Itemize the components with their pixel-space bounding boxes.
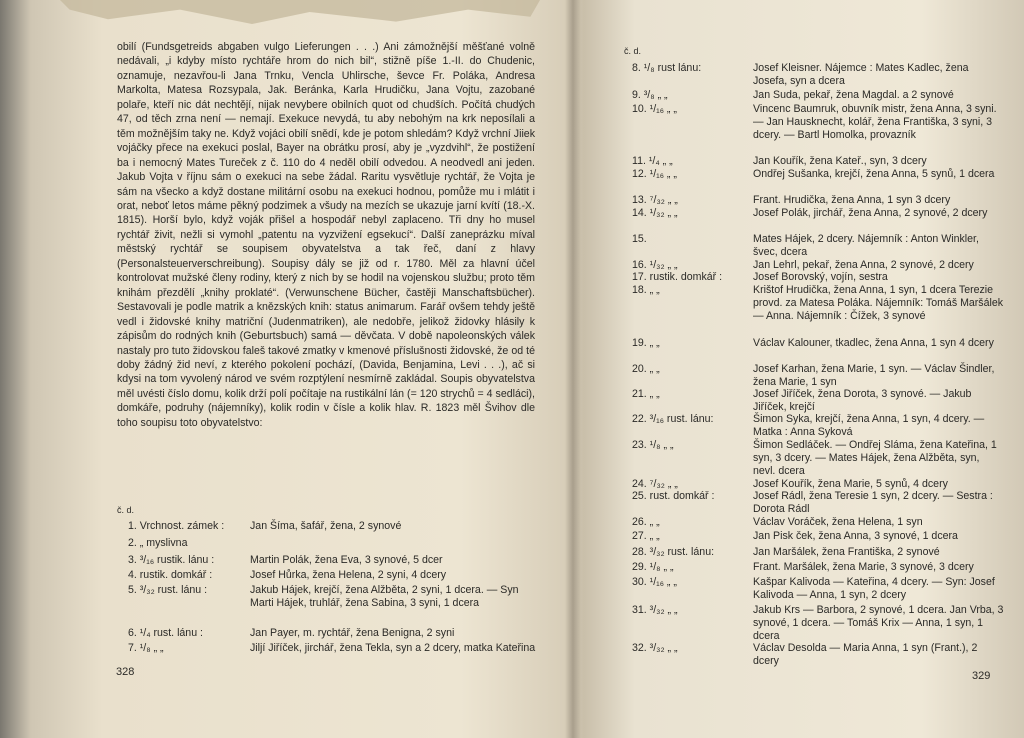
right-entry xyxy=(632,561,1004,575)
right-entry xyxy=(632,388,1004,416)
entry-value: Jiljí Jiříček, jirchář, žena Tekla, syn a 2 dcery, matka Kateřina xyxy=(250,642,536,654)
entry-value: Ondřej Sušanka, krejčí, žena Anna, 5 synů, 1 dcera xyxy=(753,168,995,180)
right-entry xyxy=(632,271,1004,285)
right-entry xyxy=(632,642,1004,670)
left-paragraph: obilí (Fundsgetreids abgaben vulgo Lieferungen . . .) Ani zámožnější měšťané volně nedávali, „i kdyby místo rychtáře hrom do nich bil“, stižně píše 1.-II. do Chudenic, oznamuje, nezavřou-li Jana Trnku, Vencla Uhlirsche, ševce Fr. Poláka, Andresa Markolta, Matesa Rozsypala, Jak. Beránka, Karla Hrudičku, Jana Vojtu, zazobané polaře, kteří nic dát nechtějí, nijak nevybere obilních quot od chudších. Počítá chudých 47, od těch zrna není — nemají. Exekuce nevydá, tu aby nebohým na krk neposílali a těm možnějším taky ne. Když vojáci obilí snědí, kde je potom shledám? Když vrchní Jiiek vojáčky přece na exekuci poslal, Bayer na obrátku prosí, aby je „vyzdvihl“, že postižení ba i nemocný Mates Tureček z č. 110 do 4 neděl obilí odvedou. A neodvedl ani jeden. Jakub Vojta v říjnu sám o exekuci na sebe žádal. Raritu vysvětluje rychtář, že Vojta je sám na všecko a když dostane militární osobu na exekuci hodnou, pomůže mu i mlátit i orat, neboť letos máme pěkný podzimek a všudy na mezích se ukazuje jarní kvítí (18.-X. 1815). Horší bylo, když voják přišel a hospodář nebyl zaplaceno. Tři dny ho musel rychtář živit, nežli si vymohl „patentu na vyzvižení egsekucí“. Další zaneprázku míval městský rychtář se soupisem obyvatelstva a tak řeč, daní z hlavy (Personalsteuerverschreibung). Soupisy dály se již od r. 1780. Měl za hlavní účel kontrolovat mužské členy rodiny, který z nich by se hodil na vojenskou službu; proto těm knihám přezdělí „knihy proklaté“. (Verwunschene Bücher, častěji Manschaftsbücher). Sestavovali je podle matrik a knězských knih: status animarum. Farář ovšem tehdy ještě vedl i židovské knihy matriční (Judenmatriken), ale nedobře, jelikož židovky hlásily k zápisům do rodných knih (Geburtsbuch) samá — děvčata. V době napoleonských válek nastaly pro tuto židovskou faleš takové zmatky v kmenové příslušnosti židovské, že od té doby žádný žid neví, z kterého pokolení pochází, (Davida, Benjamina, Levi . . .), ač si kdysi na tom vyvolený národ ve svém rozptýlení nesmírně zakládal. Soupis obyvatelstva měl uvésti číslo domu, kolik drží polí počítaje na rustikální lán (= 120 strychů = 4 sedláci), domkáře, podruhy (nájemníky), kolik rodin v čísle a kolik hlav. R. 1823 měl Švihov dle toho soupisu toto obyvatelstvo: xyxy=(117,41,535,429)
entry-label: 2. „ myslivna xyxy=(128,537,188,549)
entry-label: 4. rustik. domkář : xyxy=(128,569,213,581)
entry-value: Josef Kleisner. Nájemce : Mates Kadlec, žena Josefa, syn a dcera xyxy=(753,62,969,88)
entry-label: 28. ³/₃₂ rust. lánu: xyxy=(632,546,715,558)
right-entry xyxy=(632,530,1004,544)
entry-label: 30. ¹/₁₆ „ „ xyxy=(632,576,677,588)
entry-label: 12. ¹/₁₆ „ „ xyxy=(632,168,677,180)
entry-label: 13. ⁷/₃₂ „ „ xyxy=(632,194,678,206)
entry-label: 8. ¹/₈ rust lánu: xyxy=(632,62,702,74)
entry-value: Jan Pisk ček, žena Anna, 3 synové, 1 dcera xyxy=(753,530,958,542)
right-entry xyxy=(632,516,1004,530)
entry-value: Jan Maršálek, žena Františka, 2 synové xyxy=(753,546,940,558)
entry-label: 27. „ „ xyxy=(632,530,660,542)
entry-value: Jan Payer, m. rychtář, žena Benigna, 2 syni xyxy=(250,627,455,639)
entry-label: 25. rust. domkář : xyxy=(632,490,715,502)
entry-value: Václav Desolda — Maria Anna, 1 syn (Frant.), 2 dcery xyxy=(753,642,978,668)
left-entry xyxy=(128,569,538,583)
entry-value: Josef Kouřík, žena Marie, 5 synů, 4 dcery xyxy=(753,478,948,490)
entry-value: Josef Polák, jirchář, žena Anna, 2 synové, 2 dcery xyxy=(753,207,988,219)
right-entry xyxy=(632,233,1004,261)
right-entry xyxy=(632,207,1004,235)
right-entry xyxy=(632,490,1004,518)
left-page-number: 328 xyxy=(116,666,135,678)
entry-value: Jakub Krs — Barbora, 2 synové, 1 dcera. Jan Vrba, 3 synové, 1 dcera. — Tomáš Krix — Anna, 1 syn, 1 dcera xyxy=(753,604,1004,643)
entry-label: 6. ¹/₄ rust. lánu : xyxy=(128,627,203,639)
right-entry xyxy=(632,439,1004,479)
entry-label: 10. ¹/₁₆ „ „ xyxy=(632,103,677,115)
right-entry xyxy=(632,103,1004,155)
entry-value: Jan Šíma, šafář, žena, 2 synové xyxy=(250,520,402,532)
entry-value: Josef Karhan, žena Marie, 1 syn. — Václav Šindler, žena Marie, 1 syn xyxy=(753,363,995,389)
right-entry xyxy=(632,576,1004,604)
entry-value: Kašpar Kalivoda — Kateřina, 4 dcery. — Syn: Josef Kalivoda — Anna, 1 syn, 2 dcery xyxy=(753,576,995,602)
entry-value: Vincenc Baumruk, obuvník mistr, žena Anna, 3 syni. — Jan Hausknecht, kolář, žena Františka, 3 syni, 3 dcery. — Bartl Homolka, provazník xyxy=(753,103,997,142)
entry-label: 19. „ „ xyxy=(632,337,660,349)
entry-label: 32. ³/₃₂ „ „ xyxy=(632,642,678,654)
right-entry xyxy=(632,194,1004,208)
entry-value: Jan Suda, pekař, žena Magdal. a 2 synové xyxy=(753,89,954,101)
right-entry xyxy=(632,168,1004,196)
entry-value: Jakub Hájek, krejčí, žena Alžběta, 2 syni, 1 dcera. — Syn Marti Hájek, truhlář, žena Sabina, 3 syni, 1 dcera xyxy=(250,584,519,610)
entry-label: 15. xyxy=(632,233,647,245)
entry-value: Mates Hájek, 2 dcery. Nájemník : Anton Winkler, švec, dcera xyxy=(753,233,979,259)
entry-label: 29. ¹/₈ „ „ xyxy=(632,561,674,573)
entry-value: Šimon Syka, krejčí, žena Anna, 1 syn, 4 dcery. — Matka : Anna Syková xyxy=(753,413,985,439)
entry-label: 7. ¹/₈ „ „ xyxy=(128,642,164,654)
entry-value: Martin Polák, žena Eva, 3 synové, 5 dcer xyxy=(250,554,443,566)
entry-label: 14. ¹/₃₂ „ „ xyxy=(632,207,678,219)
entry-value: Josef Hůrka, žena Helena, 2 syni, 4 dcery xyxy=(250,569,447,581)
right-entry xyxy=(632,337,1004,365)
right-entry xyxy=(632,155,1004,169)
entry-value: Krištof Hrudička, žena Anna, 1 syn, 1 dcera Terezie provd. za Matesa Poláka. Nájemník: Tomáš Maršálek — Anna. Nájemník : Čížek, 3 synové xyxy=(753,284,1004,323)
right-house-number-heading: č. d. xyxy=(624,46,642,56)
entry-label: 20. „ „ xyxy=(632,363,660,375)
entry-value: Šimon Sedláček. — Ondřej Sláma, žena Kateřina, 1 syn, 3 dcery. — Mates Hájek, žena Alžběta, syn, nevl. dcera xyxy=(753,439,997,478)
left-entry xyxy=(128,520,538,534)
entry-label: 3. ³/₁₆ rustik. lánu : xyxy=(128,554,215,566)
right-entry xyxy=(632,62,1004,90)
right-page-number: 329 xyxy=(972,670,991,682)
entry-value: Josef Rádl, žena Teresie 1 syn, 2 dcery. — Sestra : Dorota Rádl xyxy=(753,490,993,516)
left-entry xyxy=(128,554,538,568)
entry-label: 17. rustik. domkář : xyxy=(632,271,723,283)
entry-value: Frant. Hrudička, žena Anna, 1 syn 3 dcery xyxy=(753,194,951,206)
right-entry xyxy=(632,604,1004,644)
entry-value: Jan Kouřík, žena Kateř., syn, 3 dcery xyxy=(753,155,927,167)
left-entry xyxy=(128,627,538,641)
right-entry xyxy=(632,284,1004,338)
entry-label: 31. ³/₃₂ „ „ xyxy=(632,604,678,616)
entry-label: 5. ³/₃₂ rust. lánu : xyxy=(128,584,208,596)
entry-label: 9. ³/₈ „ „ xyxy=(632,89,668,101)
entry-value: Jan Lehrl, pekař, žena Anna, 2 synové, 2 dcery xyxy=(753,259,974,271)
right-entry xyxy=(632,413,1004,441)
entry-label: 23. ¹/₈ „ „ xyxy=(632,439,674,451)
entry-label: 21. „ „ xyxy=(632,388,660,400)
entry-label: 22. ³/₁₆ rust. lánu: xyxy=(632,413,714,425)
entry-label: 26. „ „ xyxy=(632,516,660,528)
entry-label: 16. ¹/₃₂ „ „ xyxy=(632,259,678,271)
entry-value: Josef Borovský, vojín, sestra xyxy=(753,271,888,283)
right-entry xyxy=(632,89,1004,103)
right-entry xyxy=(632,363,1004,391)
entry-value: Josef Jiříček, žena Dorota, 3 synové. — Jakub Jiříček, krejčí xyxy=(753,388,972,414)
left-entry xyxy=(128,584,538,624)
right-entry xyxy=(632,546,1004,560)
left-entry xyxy=(128,642,538,670)
entry-label: 24. ⁷/₃₂ „ „ xyxy=(632,478,678,490)
entry-value: Frant. Maršálek, žena Marie, 3 synové, 3 dcery xyxy=(753,561,974,573)
left-entry xyxy=(128,537,538,551)
entry-label: 11. ¹/₄ „ „ xyxy=(632,155,673,167)
entry-label: 1. Vrchnost. zámek : xyxy=(128,520,225,532)
entry-value: Václav Voráček, žena Helena, 1 syn xyxy=(753,516,923,528)
entry-label: 18. „ „ xyxy=(632,284,660,296)
left-house-number-heading: č. d. xyxy=(117,505,135,515)
entry-value: Václav Kalouner, tkadlec, žena Anna, 1 syn 4 dcery xyxy=(753,337,994,349)
